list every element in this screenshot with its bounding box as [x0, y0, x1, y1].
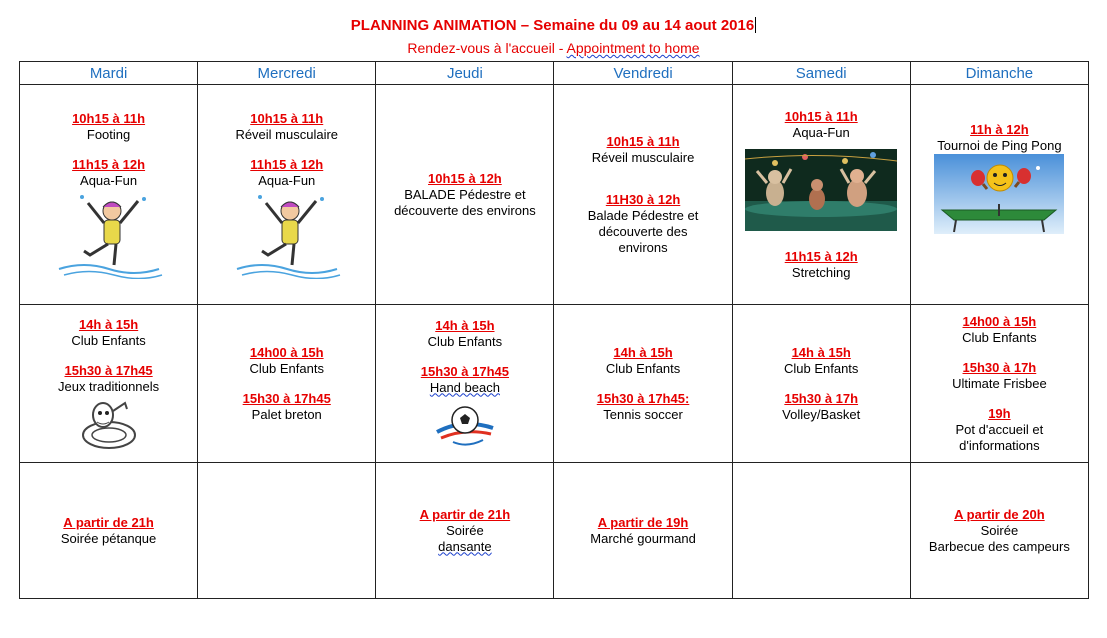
activity: Club Enfants — [783, 360, 859, 376]
cell-afternoon-mardi — [20, 305, 198, 463]
day-header-samedi: Samedi — [732, 62, 910, 85]
time-slot: 11h15 à 12h — [250, 156, 324, 172]
activity: Tournoi de Ping Pong — [937, 138, 1062, 153]
time-slot: 10h15 à 12h — [428, 170, 502, 186]
schedule-table — [19, 61, 1089, 599]
activity: Balade Pédestre et — [587, 207, 699, 223]
time-slot: 11h à 12h — [970, 122, 1029, 137]
activity: Soirée — [980, 522, 1019, 538]
time-slot: A partir de 20h — [954, 506, 1045, 522]
time-slot: 14h à 15h — [613, 344, 673, 360]
morning-row — [20, 85, 1089, 305]
day-header-mardi: Mardi — [20, 62, 198, 85]
activity: Volley/Basket — [782, 406, 861, 422]
activity: découverte des environs — [394, 202, 536, 218]
time-slot: A partir de 19h — [597, 514, 689, 530]
activity: BALADE Pédestre et — [404, 186, 526, 202]
page-subtitle — [0, 40, 1107, 56]
cell-afternoon-dimanche — [910, 305, 1088, 463]
activity: découverte des — [598, 223, 688, 239]
time-slot: 14h00 à 15h — [962, 313, 1037, 329]
cell-morning-mercredi — [198, 85, 376, 305]
activity: Ultimate Frisbee — [952, 375, 1047, 391]
time-slot: 15h30 à 17h — [962, 359, 1037, 375]
cell-evening-samedi — [732, 463, 910, 599]
activity: Soirée pétanque — [60, 530, 157, 546]
time-slot: 15h30 à 17h45 — [420, 363, 509, 379]
activity: Hand beach — [429, 379, 500, 395]
activity: dansante — [438, 538, 492, 554]
cell-evening-mercredi — [198, 463, 376, 599]
activity: d'informations — [959, 437, 1040, 453]
activity: Palet breton — [251, 406, 322, 422]
subtitle-fr: Rendez-vous à l'accueil - — [407, 40, 567, 56]
time-slot: 11H30 à 12h — [605, 191, 681, 207]
activity: Club Enfants — [427, 333, 503, 349]
cell-morning-jeudi — [376, 85, 554, 305]
time-slot: A partir de 21h — [419, 506, 511, 522]
time-slot: 14h00 à 15h — [249, 344, 324, 360]
day-header-mercredi: Mercredi — [198, 62, 376, 85]
activity: Réveil musculaire — [591, 149, 695, 165]
swimmer-clipart — [54, 189, 164, 279]
subtitle-en: Appointment to home — [566, 40, 700, 56]
cell-afternoon-samedi — [732, 305, 910, 463]
cell-afternoon-mercredi — [198, 305, 376, 463]
activity: Club Enfants — [71, 332, 146, 348]
cell-evening-jeudi — [376, 463, 554, 599]
cell-morning-mardi — [20, 85, 198, 305]
time-slot: 14h à 15h — [435, 317, 495, 333]
activity: Aqua-Fun — [80, 172, 138, 188]
activity: Soirée — [446, 522, 484, 538]
activity: Marché gourmand — [590, 530, 696, 546]
activity: Jeux traditionnels — [57, 378, 160, 394]
page-title-text: PLANNING ANIMATION – Semaine du 09 au 14 aout 2016 — [350, 17, 755, 34]
time-slot: 15h30 à 17h — [784, 390, 859, 406]
cell-afternoon-vendredi — [554, 305, 732, 463]
activity: Réveil musculaire — [235, 126, 339, 142]
cell-morning-vendredi — [554, 85, 732, 305]
ball-logo — [433, 402, 497, 450]
aquafun-photo — [745, 149, 897, 231]
time-slot: 15h30 à 17h45: — [596, 390, 690, 406]
time-slot: 14h à 15h — [78, 316, 139, 332]
cell-evening-dimanche — [910, 463, 1088, 599]
cell-afternoon-jeudi — [376, 305, 554, 463]
time-slot: 11h15 à 12h — [784, 248, 858, 264]
activity: Club Enfants — [249, 360, 324, 376]
activity: Stretching — [791, 264, 851, 280]
time-slot: 15h30 à 17h45 — [64, 362, 153, 378]
time-slot: A partir de 21h — [63, 514, 154, 530]
day-header-dimanche: Dimanche — [910, 62, 1088, 85]
activity: Barbecue des campeurs — [928, 538, 1070, 554]
time-slot: 10h15 à 11h — [606, 133, 680, 149]
day-header-row — [20, 62, 1089, 85]
cell-evening-vendredi — [554, 463, 732, 599]
day-header-jeudi: Jeudi — [376, 62, 554, 85]
evening-row — [20, 463, 1089, 599]
ping-pong-clipart — [934, 154, 1064, 234]
time-slot: 10h15 à 11h — [784, 108, 858, 124]
time-slot: 11h15 à 12h — [72, 156, 146, 172]
swimmer-clipart — [232, 189, 342, 279]
activity: Aqua-Fun — [258, 172, 316, 188]
cell-morning-samedi — [732, 85, 910, 305]
activity: Club Enfants — [962, 329, 1037, 345]
day-header-vendredi: Vendredi — [554, 62, 732, 85]
time-slot: 10h15 à 11h — [72, 110, 146, 126]
page-title — [0, 17, 1107, 34]
time-slot: 14h à 15h — [791, 344, 851, 360]
time-slot: 10h15 à 11h — [250, 110, 324, 126]
game-clipart — [79, 395, 139, 451]
activity: Club Enfants — [605, 360, 681, 376]
cell-morning-dimanche — [910, 85, 1088, 305]
activity: Tennis soccer — [603, 406, 683, 422]
activity: environs — [618, 239, 668, 255]
time-slot: 15h30 à 17h45 — [242, 390, 331, 406]
afternoon-row — [20, 305, 1089, 463]
activity: Footing — [86, 126, 131, 142]
time-slot: 19h — [988, 405, 1011, 421]
activity: Pot d'accueil et — [955, 421, 1044, 437]
cell-evening-mardi — [20, 463, 198, 599]
text-cursor — [755, 17, 756, 33]
activity: Aqua-Fun — [792, 124, 850, 140]
